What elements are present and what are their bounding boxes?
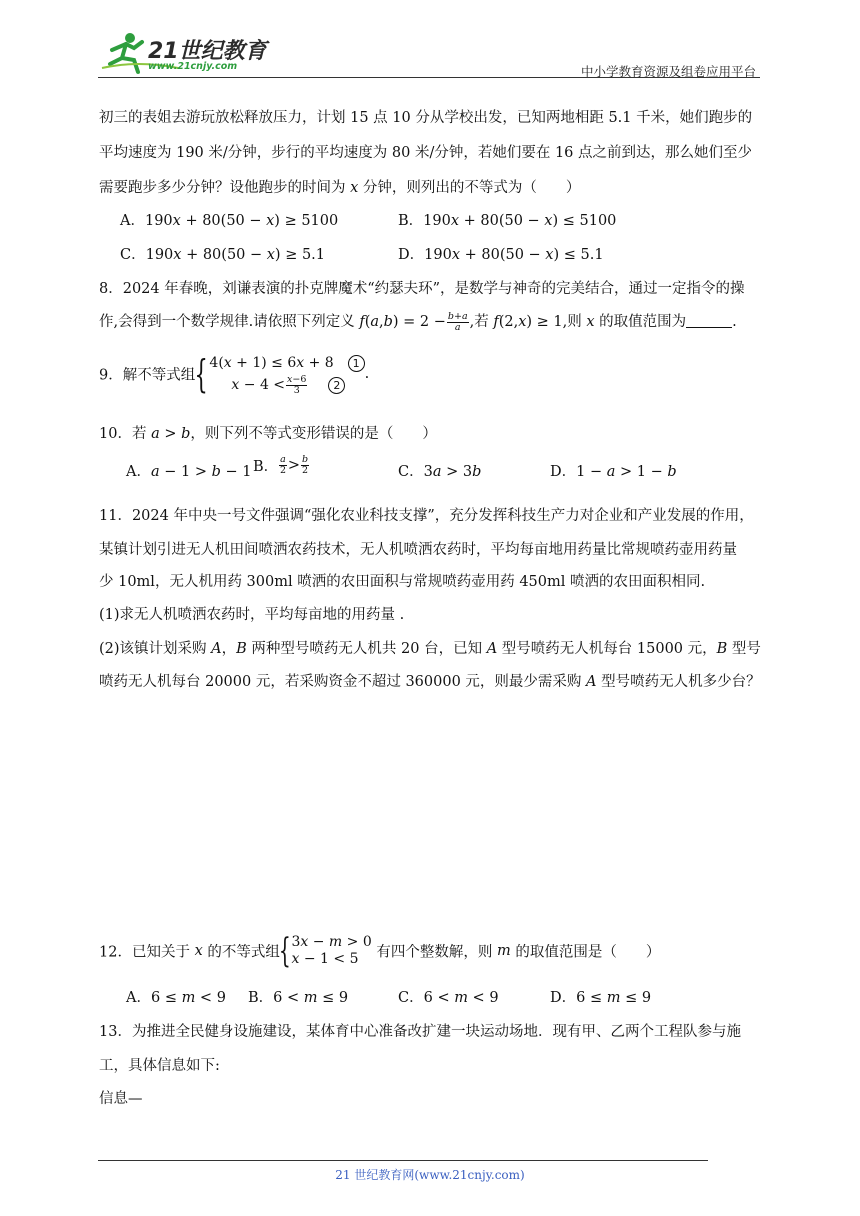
answer-blank[interactable] <box>686 313 732 328</box>
q9-prefix: 9．解不等式组 <box>99 367 196 384</box>
fraction-denominator: 2 <box>302 465 309 476</box>
q8-text: 的取值范围为 <box>594 314 687 330</box>
q12-variable: x <box>194 943 203 959</box>
fraction-numerator: 𝑥−6 <box>287 373 307 385</box>
q12-text: 的取值范围是（ ） <box>510 944 661 961</box>
q12-equation-1: 3𝑥 − 𝑚 > 0 <box>291 934 372 950</box>
q11-model-a: A <box>586 674 597 690</box>
option-expression: 190𝑥 + 80(50 − 𝑥) ≤ 5.1 <box>424 247 604 263</box>
platform-name: 中小学教育资源及组卷应用平台 <box>580 64 756 79</box>
q12-stem <box>99 931 661 971</box>
fraction-numerator: 𝑏+𝑎 <box>447 310 468 322</box>
option-expression: 𝑎 − 1 > 𝑏 − 1 <box>150 464 252 480</box>
q10-text: ，则下列不等式变形错误的是（ ） <box>190 426 437 442</box>
q11-model-a: A <box>486 641 498 657</box>
q9-equation-1: 4(𝑥 + 1) ≤ 6𝑥 + 8 <box>209 355 334 371</box>
q13-line-3: 信息— <box>99 1091 143 1107</box>
option-operator: > <box>287 457 300 474</box>
fraction-numerator: 𝑏 <box>301 454 309 465</box>
fraction-denominator: 𝑎 <box>454 321 461 333</box>
option-label: C． <box>120 247 146 263</box>
footer-divider <box>98 1160 708 1161</box>
q10-stem <box>99 422 437 443</box>
q8-line-1: 8．2024 年春晚，刘谦表演的扑克牌魔术“约瑟夫环”，是数学与神奇的完美结合，通过一定指令的操 <box>99 281 745 297</box>
q11-sub-2-line-2 <box>99 670 761 691</box>
q11-model-a: A <box>211 641 222 657</box>
q10-option-a[interactable] <box>126 460 251 481</box>
option-label: D． <box>550 464 577 480</box>
q12-system <box>292 934 372 968</box>
q7-variable: x <box>350 180 359 196</box>
q11-text: 喷药无人机每台 20000 元，若采购资金不超过 360000 元，则最少需采购 <box>99 674 587 690</box>
option-label: A． <box>126 990 151 1006</box>
brace-icon: { <box>278 931 291 971</box>
option-expression: 6 ≤ 𝑚 ≤ 9 <box>576 990 652 1006</box>
q11-line-3: 少 10ml，无人机用药 300ml 喷洒的农田面积与常规喷药壶用药 450ml 喷洒的农田面积相同. <box>99 574 706 590</box>
fraction-numerator: 𝑎 <box>280 454 286 465</box>
q8-variable: 𝑥 <box>586 314 595 330</box>
q12-option-b[interactable] <box>248 986 348 1007</box>
q7-line-1: 初三的表姐去游玩放松释放压力，计划 15 点 10 分从学校出发，已知两地相距 5.1 千米，她们跑步的 <box>99 110 753 126</box>
q12-text: 有四个整数解，则 <box>371 944 497 961</box>
q9-end: . <box>364 366 370 382</box>
q10-option-b[interactable] <box>253 455 310 476</box>
q10-text: 10．若 <box>99 426 152 442</box>
q10-option-c[interactable] <box>398 460 481 481</box>
fraction-denominator: 3 <box>293 384 300 396</box>
q7-line-3-text: 需要跑步多少分钟？设他跑步的时间为 <box>99 180 351 196</box>
q11-sub-1: (1)求无人机喷洒农药时，平均每亩地的用药量 . <box>99 607 405 623</box>
q7-option-c[interactable] <box>120 243 325 264</box>
header-divider <box>98 77 760 78</box>
q11-line-1: 11．2024 年中央一号文件强调“强化农业科技支撑”，充分发挥科技生产力对企业和产业发展的作用， <box>99 508 754 524</box>
q8-condition: 𝑓(2,𝑥) ≥ 1 <box>493 314 563 330</box>
q7-option-d[interactable] <box>398 243 604 264</box>
q13-line-2: 工，具体信息如下: <box>99 1058 220 1074</box>
q11-text: 两种型号喷药无人机共 20 台，已知 <box>246 641 487 657</box>
option-label: B． <box>398 213 424 229</box>
option-label: B． <box>253 459 279 475</box>
q11-text: 型号 <box>727 641 761 657</box>
footer-link[interactable]: 21 世纪教育网(www.21cnjy.com) <box>335 1168 525 1182</box>
q11-model-b: B <box>236 641 247 657</box>
q12-text: 的不等式组 <box>202 944 280 961</box>
q12-text: 12．已知关于 <box>99 944 195 961</box>
q11-text: 型号喷药无人机多少台？ <box>596 674 761 690</box>
brace-icon: { <box>194 352 208 396</box>
q8-end: . <box>732 314 737 330</box>
option-fraction <box>301 455 309 476</box>
logo-url: www.21cnjy.com <box>148 61 238 72</box>
logo-text: 21世纪教育 <box>148 39 267 64</box>
q8-text: ,则 <box>562 314 587 330</box>
q12-option-d[interactable] <box>550 986 651 1007</box>
q9-equation-2: 𝑥 − 4 < <box>231 377 286 393</box>
option-expression: 190𝑥 + 80(50 − 𝑥) ≥ 5.1 <box>145 247 326 263</box>
option-label: B． <box>248 990 274 1006</box>
option-label: C． <box>398 990 424 1006</box>
option-label: A． <box>126 464 151 480</box>
option-expression: 190𝑥 + 80(50 − 𝑥) ≤ 5100 <box>423 213 617 229</box>
q8-text: ,若 <box>469 314 494 330</box>
option-expression: 6 ≤ 𝑚 < 9 <box>150 990 226 1006</box>
option-label: A． <box>120 213 145 229</box>
q10-condition: 𝑎 > 𝑏 <box>151 426 191 442</box>
q7-option-a[interactable] <box>120 209 338 230</box>
q7-line-3-end: 分钟，则列出的不等式为（ ） <box>358 180 581 196</box>
q9-fraction <box>286 375 307 396</box>
q8-line-2 <box>99 310 737 333</box>
q9-system <box>209 352 364 396</box>
q8-text: 作,会得到一个数学规律.请依照下列定义 <box>99 314 360 330</box>
q11-model-b: B <box>716 641 728 657</box>
q8-fraction <box>447 312 469 333</box>
q7-line-2: 平均速度为 190 米/分钟，步行的平均速度为 80 米/分钟，若她们要在 16 点之前到达，那么她们至少 <box>99 145 752 161</box>
option-expression: 6 < 𝑚 ≤ 9 <box>273 990 349 1006</box>
option-expression: 1 − 𝑎 > 1 − 𝑏 <box>576 464 677 480</box>
option-fraction <box>279 455 287 476</box>
q11-text: 型号喷药无人机每台 15000 元， <box>497 641 717 657</box>
option-label: D． <box>550 990 577 1006</box>
q12-param: m <box>496 943 511 959</box>
q11-text: ， <box>221 641 237 657</box>
option-label: D． <box>398 247 425 263</box>
option-expression: 190𝑥 + 80(50 − 𝑥) ≥ 5100 <box>144 213 339 229</box>
q7-option-b[interactable] <box>398 209 616 230</box>
q7-line-3 <box>99 176 580 197</box>
q12-option-c[interactable] <box>398 986 499 1007</box>
q10-option-d[interactable] <box>550 460 677 481</box>
option-label: C． <box>398 464 424 480</box>
circled-number-icon: 2 <box>328 377 345 394</box>
q12-equation-2: 𝑥 − 1 < 5 <box>291 951 359 967</box>
option-expression: 3𝑎 > 3𝑏 <box>423 464 482 480</box>
q8-function-def: 𝑓(𝑎,𝑏) = 2 − <box>359 314 446 330</box>
fraction-denominator: 2 <box>279 465 287 476</box>
site-logo <box>98 30 268 78</box>
q11-sub-2-line-1 <box>99 637 761 658</box>
q13-line-1: 13．为推进全民健身设施建设，某体育中心准备改扩建一块运动场地．现有甲、乙两个工程队参与施 <box>99 1024 741 1040</box>
q11-line-2: 某镇计划引进无人机田间喷洒农药技术，无人机喷洒农药时，平均每亩地用药量比常规喷药壶用药量 <box>99 542 737 558</box>
circled-number-icon: 1 <box>348 355 365 372</box>
q12-option-a[interactable] <box>126 986 226 1007</box>
q11-text: (2)该镇计划采购 <box>99 641 212 657</box>
option-expression: 6 < 𝑚 < 9 <box>423 990 499 1006</box>
q9-line <box>99 352 369 396</box>
